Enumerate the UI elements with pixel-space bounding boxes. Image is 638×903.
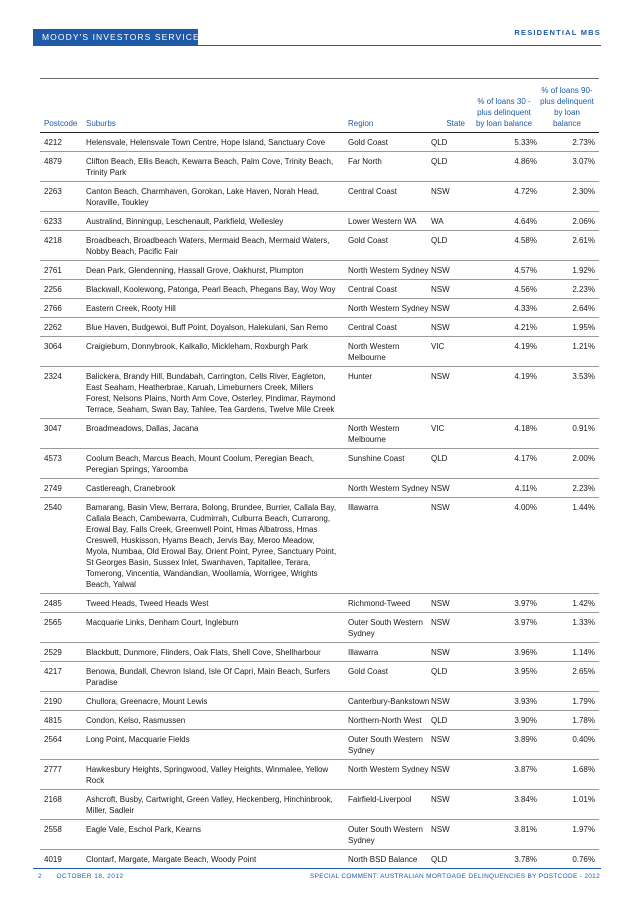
cell-pct90: 0.76% — [572, 855, 595, 864]
cell-pct30: 5.33% — [514, 138, 537, 147]
cell-pct30: 4.19% — [514, 342, 537, 351]
cell-state: QLD — [431, 157, 448, 166]
table-row — [40, 594, 599, 613]
cell-pct30: 4.11% — [514, 484, 537, 493]
cell-pct30: 4.64% — [514, 217, 537, 226]
cell-suburbs: Blue Haven, Budgewoi, Buff Point, Doyalson, Halekulani, San Remo — [86, 323, 328, 332]
page-number: 2 — [38, 873, 43, 880]
cell-postcode: 2263 — [44, 187, 62, 196]
delinquency-table — [40, 78, 599, 869]
cell-state: NSW — [431, 765, 450, 774]
cell-pct30: 3.78% — [514, 855, 537, 864]
footer-left — [38, 873, 124, 880]
cell-pct30: 3.95% — [514, 667, 537, 676]
cell-state: NSW — [431, 697, 450, 706]
table-row — [40, 212, 599, 231]
cell-pct30: 3.93% — [514, 697, 537, 706]
cell-region: Central Coast — [348, 187, 397, 196]
cell-region: Gold Coast — [348, 236, 389, 245]
cell-region: Canterbury-Bankstown — [348, 697, 430, 706]
table-row — [40, 419, 599, 449]
cell-pct90: 1.92% — [572, 266, 595, 275]
cell-state: QLD — [431, 236, 448, 245]
cell-postcode: 4815 — [44, 716, 62, 725]
cell-pct90: 2.23% — [572, 285, 595, 294]
cell-suburbs: Helensvale, Helensvale Town Centre, Hope Island, Sanctuary Cove — [86, 138, 326, 147]
cell-state: VIC — [431, 342, 445, 351]
cell-pct90: 1.01% — [572, 795, 595, 804]
cell-pct30: 3.90% — [514, 716, 537, 725]
table-row — [40, 662, 599, 692]
cell-suburbs: Eastern Creek, Rooty Hill — [86, 304, 176, 313]
cell-suburbs: Tweed Heads, Tweed Heads West — [86, 599, 209, 608]
cell-pct30: 4.17% — [514, 454, 537, 463]
cell-region: Outer South Western Sydney — [348, 825, 423, 845]
cell-state: NSW — [431, 599, 450, 608]
cell-state: NSW — [431, 618, 450, 627]
cell-postcode: 3047 — [44, 424, 62, 433]
cell-suburbs: Coolum Beach, Marcus Beach, Mount Coolum, Peregian Beach, Peregian Springs, Yaroomba — [86, 454, 315, 474]
cell-pct90: 2.00% — [572, 454, 595, 463]
cell-pct90: 2.65% — [572, 667, 595, 676]
cell-suburbs: Macquarie Links, Denham Court, Ingleburn — [86, 618, 239, 627]
cell-suburbs: Chullora, Greenacre, Mount Lewis — [86, 697, 208, 706]
cell-pct90: 1.14% — [572, 648, 595, 657]
cell-region: Central Coast — [348, 323, 397, 332]
cell-state: QLD — [431, 454, 448, 463]
cell-state: VIC — [431, 424, 445, 433]
cell-postcode: 2766 — [44, 304, 62, 313]
cell-pct90: 1.68% — [572, 765, 595, 774]
cell-postcode: 2190 — [44, 697, 62, 706]
table-row — [40, 760, 599, 790]
cell-region: Gold Coast — [348, 667, 389, 676]
cell-region: Illawarra — [348, 648, 379, 657]
col-header-region: Region — [348, 119, 374, 128]
cell-state: NSW — [431, 503, 450, 512]
cell-region: North Western Melbourne — [348, 342, 400, 362]
brand-banner — [33, 29, 198, 46]
table-row — [40, 711, 599, 730]
cell-pct90: 0.40% — [572, 735, 595, 744]
cell-pct90: 3.53% — [572, 372, 595, 381]
table-top-rule — [40, 78, 599, 79]
table-row — [40, 850, 599, 869]
cell-postcode: 2324 — [44, 372, 62, 381]
cell-region: Illawarra — [348, 503, 379, 512]
cell-pct90: 1.33% — [572, 618, 595, 627]
cell-state: WA — [431, 217, 444, 226]
cell-state: NSW — [431, 285, 450, 294]
cell-region: Lower Western WA — [348, 217, 417, 226]
cell-pct30: 3.87% — [514, 765, 537, 774]
table-row — [40, 820, 599, 850]
cell-postcode: 4019 — [44, 855, 62, 864]
cell-state: NSW — [431, 795, 450, 804]
cell-state: NSW — [431, 735, 450, 744]
cell-postcode: 2540 — [44, 503, 62, 512]
cell-state: QLD — [431, 667, 448, 676]
cell-state: NSW — [431, 304, 450, 313]
cell-state: NSW — [431, 484, 450, 493]
cell-postcode: 2761 — [44, 266, 62, 275]
cell-state: QLD — [431, 855, 448, 864]
table-row — [40, 318, 599, 337]
cell-pct30: 4.18% — [514, 424, 537, 433]
cell-region: North Western Sydney — [348, 304, 429, 313]
cell-pct90: 1.95% — [572, 323, 595, 332]
cell-suburbs: Castlereagh, Cranebrook — [86, 484, 176, 493]
table-row — [40, 613, 599, 643]
cell-suburbs: Canton Beach, Charmhaven, Gorokan, Lake Haven, Norah Head, Noraville, Toukley — [86, 187, 320, 207]
table-body — [40, 133, 599, 869]
cell-postcode: 2529 — [44, 648, 62, 657]
table-row — [40, 280, 599, 299]
table-row — [40, 367, 599, 419]
table-header-row — [40, 82, 599, 133]
cell-suburbs: Benowa, Bundall, Chevron Island, Isle Of Capri, Main Beach, Surfers Paradise — [86, 667, 331, 687]
cell-postcode: 2558 — [44, 825, 62, 834]
cell-pct90: 1.21% — [572, 342, 595, 351]
cell-pct90: 1.78% — [572, 716, 595, 725]
cell-suburbs: Balickera, Brandy Hill, Bundabah, Carrington, Cells River, Eagleton, East Seaham, Heatherbrae, Karuah, Limeburners Creek, Millers Forest, Nelsons Plains, North Arm Cove, Osterley, Pindimar, Raymond Terrace, Seaham, Swan Bay, Tahlee, Tea Gardens, Twelve Mile Creek — [86, 372, 336, 414]
cell-pct90: 1.79% — [572, 697, 595, 706]
cell-postcode: 4212 — [44, 138, 62, 147]
cell-region: Outer South Western Sydney — [348, 618, 423, 638]
table-row — [40, 337, 599, 367]
cell-state: QLD — [431, 138, 448, 147]
cell-suburbs: Hawkesbury Heights, Springwood, Valley Heights, Winmalee, Yellow Rock — [86, 765, 329, 785]
cell-pct90: 2.61% — [572, 236, 595, 245]
cell-postcode: 4573 — [44, 454, 62, 463]
cell-postcode: 2565 — [44, 618, 62, 627]
header-divider — [198, 45, 601, 46]
cell-suburbs: Dean Park, Glendenning, Hassall Grove, Oakhurst, Plumpton — [86, 266, 304, 275]
cell-suburbs: Craigieburn, Donnybrook, Kalkallo, Mickleham, Roxburgh Park — [86, 342, 308, 351]
cell-pct90: 2.06% — [572, 217, 595, 226]
footer-title: SPECIAL COMMENT: AUSTRALIAN MORTGAGE DELINQUENCIES BY POSTCODE - 2012 — [309, 873, 600, 880]
table-row — [40, 261, 599, 280]
cell-suburbs: Broadbeach, Broadbeach Waters, Mermaid Beach, Mermaid Waters, Nobby Beach, Pacific Fair — [86, 236, 330, 256]
footer-divider — [33, 868, 601, 869]
cell-suburbs: Clifton Beach, Ellis Beach, Kewarra Beach, Palm Cove, Trinity Beach, Trinity Park — [86, 157, 334, 177]
cell-pct90: 3.07% — [572, 157, 595, 166]
table-row — [40, 790, 599, 820]
cell-pct90: 1.42% — [572, 599, 595, 608]
cell-pct30: 4.21% — [514, 323, 537, 332]
table-row — [40, 182, 599, 212]
table-row — [40, 152, 599, 182]
cell-postcode: 4217 — [44, 667, 62, 676]
footer-date: OCTOBER 18, 2012 — [56, 873, 124, 880]
cell-pct90: 2.73% — [572, 138, 595, 147]
cell-region: Hunter — [348, 372, 373, 381]
cell-state: NSW — [431, 825, 450, 834]
cell-postcode: 2749 — [44, 484, 62, 493]
table-row — [40, 498, 599, 594]
cell-pct30: 3.97% — [514, 618, 537, 627]
cell-pct30: 3.97% — [514, 599, 537, 608]
cell-suburbs: Ashcroft, Busby, Cartwright, Green Valley, Heckenberg, Hinchinbrook, Miller, Sadleir — [86, 795, 333, 815]
cell-postcode: 2168 — [44, 795, 62, 804]
col-header-postcode: Postcode — [44, 119, 78, 128]
section-title: RESIDENTIAL MBS — [514, 28, 601, 37]
col-header-state: State — [446, 119, 465, 128]
table-row — [40, 133, 599, 152]
col-header-pct30: % of loans 30 - plus delinquent by loan balance — [475, 97, 533, 128]
cell-pct30: 3.96% — [514, 648, 537, 657]
cell-region: Outer South Western Sydney — [348, 735, 423, 755]
cell-suburbs: Clontarf, Margate, Margate Beach, Woody Point — [86, 855, 257, 864]
cell-suburbs: Bamarang, Basin View, Berrara, Bolong, Brundee, Burrier, Callala Bay, Callala Beach, Cambewarra, Cudmirrah, Culburra Beach, Currarong, Erowal Bay, Falls Creek, Greenwell Point, Hmas Albatross, Hmas Creswell, Huskisson, Hyams Beach, Jervis Bay, Meroo Meadow, Myola, Numbaa, Old Erowal Bay, Orient Point, Pyree, Sanctuary Point, St Georges Basin, Sussex Inlet, Swanhaven, Tapitallee, Terara, Tomerong, Vincentia, Wandandian, Woollamia, Worrigee, Wrights Beach, Yalwal — [86, 503, 337, 589]
table-row — [40, 231, 599, 261]
cell-region: Far North — [348, 157, 382, 166]
cell-region: Richmond-Tweed — [348, 599, 411, 608]
cell-pct30: 4.33% — [514, 304, 537, 313]
cell-region: Fairfield-Liverpool — [348, 795, 412, 804]
table-row — [40, 299, 599, 318]
cell-postcode: 2564 — [44, 735, 62, 744]
cell-suburbs: Broadmeadows, Dallas, Jacana — [86, 424, 199, 433]
cell-postcode: 2256 — [44, 285, 62, 294]
cell-region: North Western Melbourne — [348, 424, 400, 444]
cell-pct90: 2.23% — [572, 484, 595, 493]
cell-pct90: 0.91% — [572, 424, 595, 433]
cell-pct90: 1.97% — [572, 825, 595, 834]
cell-state: NSW — [431, 266, 450, 275]
cell-region: Sunshine Coast — [348, 454, 405, 463]
cell-postcode: 6233 — [44, 217, 62, 226]
cell-pct30: 4.86% — [514, 157, 537, 166]
table-row — [40, 692, 599, 711]
cell-region: North Western Sydney — [348, 266, 429, 275]
cell-suburbs: Australind, Binningup, Leschenault, Parkfield, Wellesley — [86, 217, 284, 226]
cell-pct30: 3.84% — [514, 795, 537, 804]
cell-region: North Western Sydney — [348, 484, 429, 493]
cell-region: Central Coast — [348, 285, 397, 294]
cell-pct30: 4.72% — [514, 187, 537, 196]
cell-postcode: 2485 — [44, 599, 62, 608]
cell-postcode: 3064 — [44, 342, 62, 351]
cell-region: North Western Sydney — [348, 765, 429, 774]
cell-postcode: 2262 — [44, 323, 62, 332]
cell-postcode: 4218 — [44, 236, 62, 245]
cell-pct30: 4.57% — [514, 266, 537, 275]
cell-pct30: 4.56% — [514, 285, 537, 294]
table-row — [40, 449, 599, 479]
cell-state: NSW — [431, 372, 450, 381]
cell-pct30: 3.81% — [514, 825, 537, 834]
cell-postcode: 4879 — [44, 157, 62, 166]
cell-state: NSW — [431, 648, 450, 657]
cell-pct30: 4.19% — [514, 372, 537, 381]
cell-suburbs: Eagle Vale, Eschol Park, Kearns — [86, 825, 202, 834]
cell-state: NSW — [431, 323, 450, 332]
cell-suburbs: Blackwall, Koolewong, Patonga, Pearl Beach, Phegans Bay, Woy Woy — [86, 285, 336, 294]
cell-pct30: 4.58% — [514, 236, 537, 245]
cell-suburbs: Blackbutt, Dunmore, Flinders, Oak Flats, Shell Cove, Shellharbour — [86, 648, 321, 657]
cell-pct30: 3.89% — [514, 735, 537, 744]
cell-region: Northern-North West — [348, 716, 422, 725]
cell-region: Gold Coast — [348, 138, 389, 147]
table-row — [40, 643, 599, 662]
table-row — [40, 730, 599, 760]
cell-pct90: 1.44% — [572, 503, 595, 512]
cell-region: North BSD Balance — [348, 855, 418, 864]
cell-postcode: 2777 — [44, 765, 62, 774]
cell-suburbs: Long Point, Macquarie Fields — [86, 735, 190, 744]
cell-pct90: 2.64% — [572, 304, 595, 313]
col-header-pct90: % of loans 90- plus delinquent by loan balance — [540, 86, 594, 128]
cell-state: NSW — [431, 187, 450, 196]
cell-state: QLD — [431, 716, 448, 725]
col-header-suburbs: Suburbs — [86, 119, 116, 128]
table-row — [40, 479, 599, 498]
cell-suburbs: Condon, Kelso, Rasmussen — [86, 716, 186, 725]
cell-pct30: 4.00% — [514, 503, 537, 512]
brand-name: MOODY'S INVESTORS SERVICE — [42, 32, 200, 42]
cell-pct90: 2.30% — [572, 187, 595, 196]
